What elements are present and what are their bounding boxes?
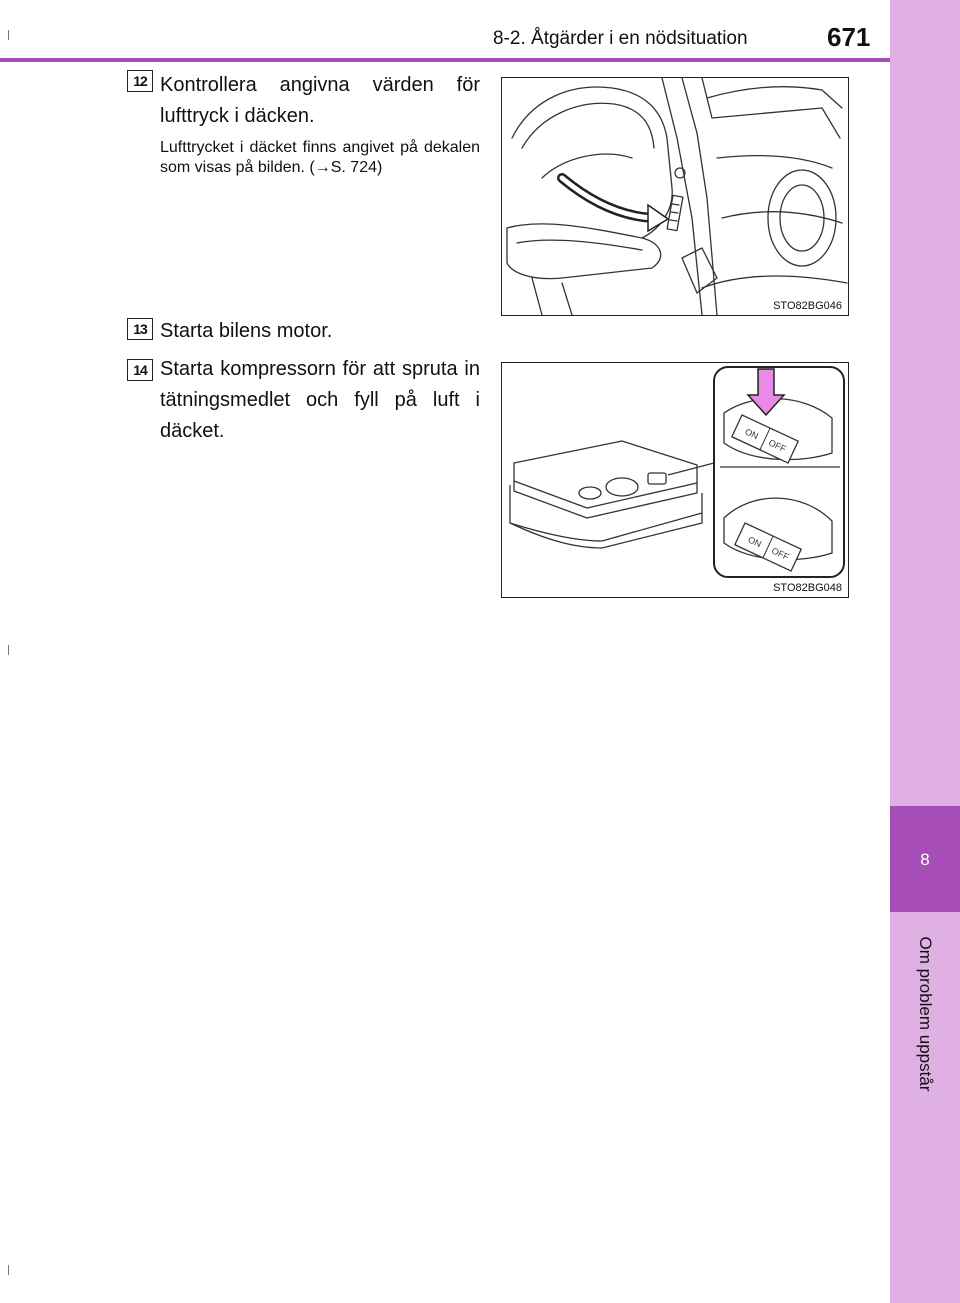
section-title: 8-2. Åtgärder i en nödsituation bbox=[493, 28, 748, 49]
figure-code: STO82BG046 bbox=[773, 300, 842, 312]
reference-arrow-icon: → bbox=[314, 159, 331, 176]
switch-on-label: ON bbox=[746, 534, 763, 550]
chapter-tab-number: 8 bbox=[920, 850, 930, 869]
car-door-illustration bbox=[502, 78, 848, 315]
compressor-illustration bbox=[502, 363, 848, 597]
compressor-switch-figure bbox=[501, 362, 849, 598]
crop-mark bbox=[8, 30, 9, 40]
step-number-badge: 14 bbox=[127, 359, 153, 381]
chapter-label: Om problem uppstår bbox=[916, 936, 935, 1092]
switch-off-label: OFF bbox=[767, 437, 788, 455]
step-note bbox=[160, 138, 480, 178]
crop-mark bbox=[8, 1265, 9, 1275]
tire-pressure-label-figure bbox=[501, 77, 849, 316]
crop-mark bbox=[8, 645, 9, 655]
step-instruction: Kontrollera angivna värden för lufttryck i däcken. bbox=[160, 74, 480, 127]
switch-on-label: ON bbox=[743, 426, 760, 442]
note-text: Lufttrycket i däcket finns angivet på dekalen som visas på bilden. ( bbox=[160, 139, 480, 176]
step-instruction: Starta bilens motor. bbox=[160, 320, 333, 342]
header-divider bbox=[0, 58, 890, 62]
chapter-sidebar bbox=[890, 0, 960, 1303]
page-reference-link[interactable]: S. 724) bbox=[330, 159, 383, 176]
step-number-badge: 12 bbox=[127, 70, 153, 92]
step-number-badge: 13 bbox=[127, 318, 153, 340]
step-instruction: Starta kompressorn för att spruta in tätningsmedlet och fyll på luft i däcket. bbox=[160, 358, 480, 442]
figure-code: STO82BG048 bbox=[773, 582, 842, 594]
page-number: 671 bbox=[827, 22, 871, 52]
switch-off-label: OFF bbox=[770, 545, 791, 563]
